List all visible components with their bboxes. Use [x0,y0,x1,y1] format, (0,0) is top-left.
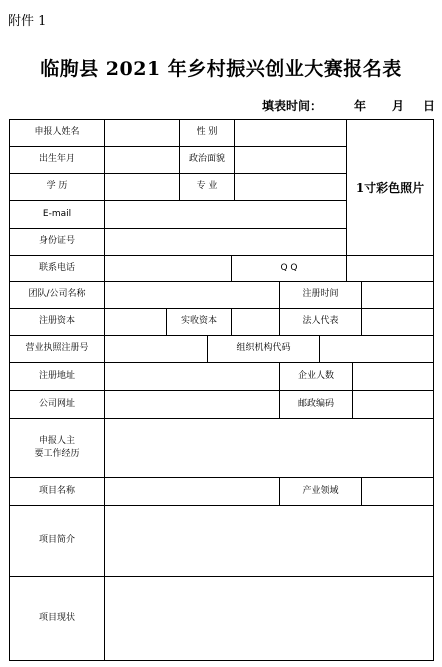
work-experience-field[interactable] [104,418,434,478]
address-label: 注册地址 [9,362,105,391]
education-field[interactable] [104,173,180,201]
applicant-name-label: 申报人姓名 [9,119,105,147]
employees-field[interactable] [352,362,434,391]
address-field[interactable] [104,362,280,391]
team-company-label: 团队/公司名称 [9,281,105,309]
email-field[interactable] [104,200,347,229]
fill-date-month: 月 [392,99,405,113]
fill-date-year: 年 [354,99,367,113]
political-status-label: 政治面貌 [179,146,235,174]
gender-label: 性 别 [179,119,235,147]
project-status-label: 项目现状 [9,576,105,661]
project-intro-label: 项目简介 [9,505,105,577]
education-label: 学 历 [9,173,105,201]
postcode-label: 邮政编码 [279,390,353,419]
phone-label: 联系电话 [9,255,105,282]
website-field[interactable] [104,390,280,419]
id-number-field[interactable] [104,228,347,256]
email-label: E-mail [9,200,105,229]
qq-field[interactable] [346,255,434,282]
registered-capital-label: 注册资本 [9,308,105,336]
registration-date-field[interactable] [361,281,434,309]
major-field[interactable] [234,173,347,201]
project-name-field[interactable] [104,477,280,506]
industry-field[interactable] [361,477,434,506]
legal-rep-field[interactable] [361,308,434,336]
birth-date-label: 出生年月 [9,146,105,174]
license-number-label: 营业执照注册号 [9,335,105,363]
birth-date-field[interactable] [104,146,180,174]
gender-field[interactable] [234,119,347,147]
industry-label: 产业领域 [279,477,362,506]
fill-date-label: 填表时间： [262,99,323,113]
registered-capital-field[interactable] [104,308,167,336]
attachment-label: 附件 1 [8,14,47,29]
org-code-field[interactable] [319,335,434,363]
registration-date-label: 注册时间 [279,281,362,309]
paid-capital-label: 实收资本 [166,308,232,336]
major-label: 专 业 [179,173,235,201]
project-intro-field[interactable] [104,505,434,577]
photo-box[interactable]: 1寸彩色照片 [346,119,434,256]
political-status-field[interactable] [234,146,347,174]
fill-date-day: 日 [423,99,436,113]
team-company-field[interactable] [104,281,280,309]
applicant-name-field[interactable] [104,119,180,147]
paid-capital-field[interactable] [231,308,280,336]
postcode-field[interactable] [352,390,434,419]
employees-label: 企业人数 [279,362,353,391]
form-title: 临朐县 2021 年乡村振兴创业大赛报名表 [40,58,402,80]
legal-rep-label: 法人代表 [279,308,362,336]
license-number-field[interactable] [104,335,208,363]
project-status-field[interactable] [104,576,434,661]
registration-form-table [10,120,435,662]
qq-label: Q Q [231,255,347,282]
project-name-label: 项目名称 [9,477,105,506]
org-code-label: 组织机构代码 [207,335,320,363]
work-experience-label: 申报人主 要工作经历 [9,418,105,478]
phone-field[interactable] [104,255,232,282]
website-label: 公司网址 [9,390,105,419]
id-number-label: 身份证号 [9,228,105,256]
